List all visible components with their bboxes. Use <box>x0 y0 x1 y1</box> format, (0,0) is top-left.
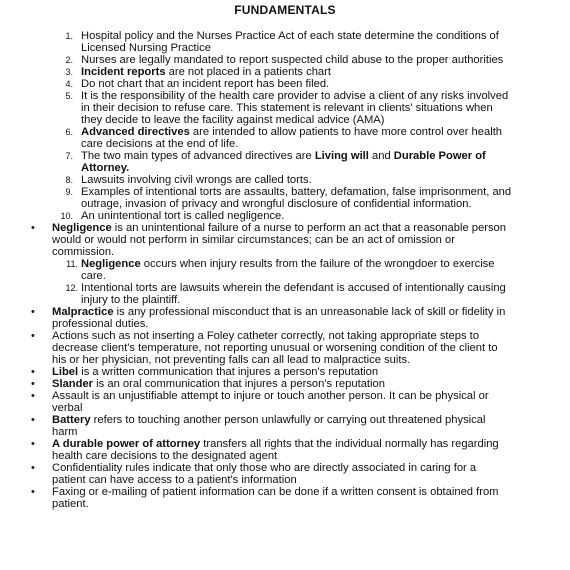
text-run: is a written communication that injures a person's reputation <box>78 366 379 378</box>
list-number: 6. <box>65 127 73 137</box>
text-run: Lawsuits involving civil wrongs are called torts. <box>81 174 312 186</box>
cut-off-next-line <box>0 565 570 570</box>
list-item-line <box>81 138 238 150</box>
list-item-line <box>81 54 503 66</box>
bullet-icon: • <box>31 486 35 498</box>
text-run: outrage, invasion of privacy and wrongful disclosure of confidential information. <box>81 198 472 210</box>
text-run: Nurses are legally mandated to report suspected child abuse to the proper authorities <box>81 54 504 66</box>
bold-term: Malpractice <box>52 306 114 318</box>
bullet-item-line <box>52 342 498 354</box>
bullet-icon: • <box>31 378 35 390</box>
list-item-line <box>81 186 511 198</box>
bold-term: Durable Power of <box>393 150 486 162</box>
text-run: transfers all rights that the individual normally has regarding <box>200 438 499 450</box>
bold-term: Living will <box>314 150 369 162</box>
list-number: 4. <box>65 79 73 89</box>
text-run: patient. <box>52 498 89 510</box>
text-run: decrease client's temperature, not reporting unusual or worsening condition of the client to <box>52 342 498 354</box>
list-item-line <box>81 78 329 90</box>
text-run: are not placed in a patients chart <box>165 66 331 78</box>
list-number: 5. <box>65 91 73 101</box>
list-item-line <box>81 198 472 210</box>
text-run: care decisions at the end of life. <box>81 138 239 150</box>
text-run: is an oral communication that injures a person's reputation <box>93 378 385 390</box>
list-number: 3. <box>65 67 73 77</box>
text-run: would or would not perform in similar circumstances; can be an act of omission or <box>52 234 455 246</box>
list-number: 7. <box>65 151 73 161</box>
list-item-line <box>81 174 312 186</box>
bullet-icon: • <box>31 366 35 378</box>
bullet-item-line <box>52 222 506 234</box>
list-number: 11. <box>66 259 78 269</box>
list-item-line <box>81 66 331 78</box>
list-item-line <box>81 102 493 114</box>
list-number: 8. <box>65 175 73 185</box>
bullet-item-line <box>52 318 148 330</box>
bullet-item-line <box>52 426 78 438</box>
list-item-line <box>81 258 495 270</box>
bold-term: Attorney. <box>81 162 130 174</box>
text-run: in their decision to refuse care. This statement is relevant in clients' situations when <box>81 102 493 114</box>
text-run: Faxing or e-mailing of patient information can be done if a written consent is obtained from <box>52 486 499 498</box>
text-run: Assault is an unjustifiable attempt to injure or touch another person. It can be physical or <box>52 390 489 402</box>
bold-term: Negligence <box>52 222 112 234</box>
text-run: is an unintentional failure of a nurse to perform an act that a reasonable person <box>111 222 506 234</box>
bullet-item-line <box>52 246 114 258</box>
list-item-line <box>81 126 502 138</box>
list-item-line <box>81 114 384 126</box>
text-run: Intentional torts are lawsuits wherein the defendant is accused of intentionally causing <box>81 282 506 294</box>
list-item-line <box>81 150 486 162</box>
page-title: FUNDAMENTALS <box>234 3 336 17</box>
list-item-line <box>81 282 506 294</box>
bullet-item-line <box>52 414 485 426</box>
bullet-icon: • <box>31 414 35 426</box>
bullet-item-line <box>52 330 479 342</box>
list-number: 9. <box>65 187 73 197</box>
text-run: Examples of intentional torts are assaults, battery, defamation, false imprisonment, and <box>81 186 512 198</box>
bullet-icon: • <box>31 462 35 474</box>
bullet-item-line <box>52 366 378 378</box>
bold-term: Negligence <box>81 258 141 270</box>
bullet-item-line <box>52 378 385 390</box>
text-run: occurs when injury results from the failure of the wrongdoer to exercise <box>140 258 495 270</box>
list-number: 2. <box>65 55 73 65</box>
text-run: verbal <box>52 402 83 414</box>
bullet-item-line <box>52 354 410 366</box>
bullet-icon: • <box>31 390 35 402</box>
list-item-line <box>81 270 106 282</box>
text-run: is any professional misconduct that is an unreasonable lack of skill or fidelity in <box>113 306 506 318</box>
bullet-icon: • <box>31 306 35 318</box>
text-run: Do not chart that an incident report has been filed. <box>81 78 330 90</box>
text-run: An unintentional tort is called negligence. <box>81 210 285 222</box>
list-number: 12. <box>65 283 78 293</box>
text-run: harm <box>52 426 78 438</box>
bold-term: Slander <box>52 378 94 390</box>
text-run: patient can have access to a patient's information <box>52 474 297 486</box>
bullet-item-line <box>52 474 297 486</box>
text-run: health care decisions to the designated agent <box>52 450 278 462</box>
text-run: injury to the plaintiff. <box>81 294 181 306</box>
bullet-item-line <box>52 438 499 450</box>
bullet-item-line <box>52 486 499 498</box>
list-item-line <box>81 210 284 222</box>
bold-term: Advanced directives <box>81 126 190 138</box>
bullet-item-line <box>52 390 489 402</box>
list-number: 10. <box>60 211 73 221</box>
list-number: 1. <box>65 31 73 41</box>
bullet-item-line <box>52 234 455 246</box>
text-run: care. <box>81 270 106 282</box>
text-run: Hospital policy and the Nurses Practice Act of each state determine the conditions of <box>81 30 499 42</box>
bullet-item-line <box>52 306 505 318</box>
text-run: and <box>368 150 394 162</box>
text-run: they decide to leave the facility against medical advice (AMA) <box>81 114 385 126</box>
text-run: his or her physician, not preventing falls can all lead to malpractice suits. <box>52 354 411 366</box>
text-run: The two main types of advanced directives are <box>81 150 315 162</box>
bullet-item-line <box>52 498 89 510</box>
bold-term: Libel <box>52 366 79 378</box>
bullet-icon: • <box>31 222 35 234</box>
bold-term: A durable power of attorney <box>52 438 201 450</box>
text-run: Actions such as not inserting a Foley catheter correctly, not taking appropriate steps to <box>52 330 480 342</box>
text-run: professional duties. <box>52 318 149 330</box>
bold-term: Battery <box>52 414 91 426</box>
list-item-line <box>81 294 180 306</box>
bullet-icon: • <box>31 330 35 342</box>
list-item-line <box>81 90 508 102</box>
bullet-icon: • <box>31 438 35 450</box>
text-run: Licensed Nursing Practice <box>81 42 211 54</box>
list-item-line <box>81 162 129 174</box>
text-run: are intended to allow patients to have more control over health <box>189 126 503 138</box>
bullet-item-line <box>52 450 277 462</box>
text-run: Confidentiality rules indicate that only those who are directly associated in caring for a <box>52 462 477 474</box>
text-run: It is the responsibility of the health care provider to advise a client of any risks involved <box>81 90 509 102</box>
text-run: refers to touching another person unlawfully or carrying out threatened physical <box>90 414 486 426</box>
bullet-item-line <box>52 462 476 474</box>
list-item-line <box>81 30 499 42</box>
bullet-item-line <box>52 402 82 414</box>
bold-term: Incident reports <box>81 66 166 78</box>
list-item-line <box>81 42 211 54</box>
text-run: commission. <box>52 246 115 258</box>
